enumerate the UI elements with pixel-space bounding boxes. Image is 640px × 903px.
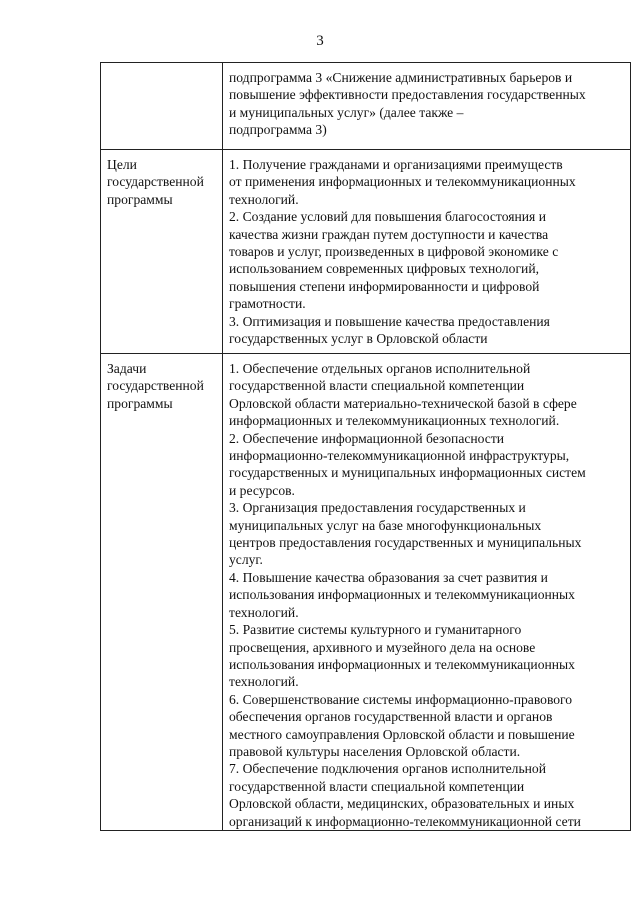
label-cell-empty <box>101 63 223 150</box>
page-number: 3 <box>316 33 324 49</box>
value-cell-tasks <box>223 354 631 831</box>
value-cell-subprogram-3 <box>223 63 631 150</box>
table-row-goals <box>101 150 631 354</box>
program-passport-table <box>100 62 631 831</box>
label-cell-tasks <box>101 354 223 831</box>
row-label: Задачи государственной программы <box>107 361 204 411</box>
row-value: 1. Получение гражданами и организациями преимуществ от применения информационных и телекоммуникационных технологий. 2. Создание условий для повышения благосостояния и качества жизни граждан путем доступности и качества товаров и услуг, произведенных в цифровой экономике с использованием современных цифровых технологий, повышения степени информированности и цифровой грамотности. 3. Оптимизация и повышение качества предоставления государственных услуг в Орловской области <box>229 157 576 347</box>
row-value: 1. Обеспечение отдельных органов исполнительной государственной власти специальной компетенции Орловской области материально-технической базой в сфере информационных и телекоммуникационных технологий. 2. Обеспечение информационной безопасности информационно-телекоммуникационной инфраструктуры, государственных и муниципальных информационных систем и ресурсов. 3. Организация предоставления государственных и муниципальных услуг на базе многофункциональных центров предоставления государственных и муниципальных услуг. 4. Повышение качества образования за счет развития и использования информационных и телекоммуникационных технологий. 5. Развитие системы культурного и гуманитарного просвещения, архивного и музейного дела на основе использования информационных и телекоммуникационных технологий. 6. Совершенствование системы информационно-правового обеспечения органов государственной власти и органов местного самоуправления Орловской области и повышение правовой культуры населения Орловской области. 7. Обеспечение подключения органов исполнительной государственной власти специальной компетенции Орловской области, медицинских, образовательных и иных организаций к информационно-телекоммуникационной сети <box>229 361 586 829</box>
row-label: Цели государственной программы <box>107 157 204 207</box>
table-row-tasks <box>101 354 631 831</box>
label-cell-goals <box>101 150 223 354</box>
value-cell-goals <box>223 150 631 354</box>
row-value: подпрограмма 3 «Снижение административных барьеров и повышение эффективности предоставления государственных и муниципальных услуг» (далее также – подпрограмма 3) <box>229 70 586 138</box>
table-row-subprogram-3 <box>101 63 631 150</box>
